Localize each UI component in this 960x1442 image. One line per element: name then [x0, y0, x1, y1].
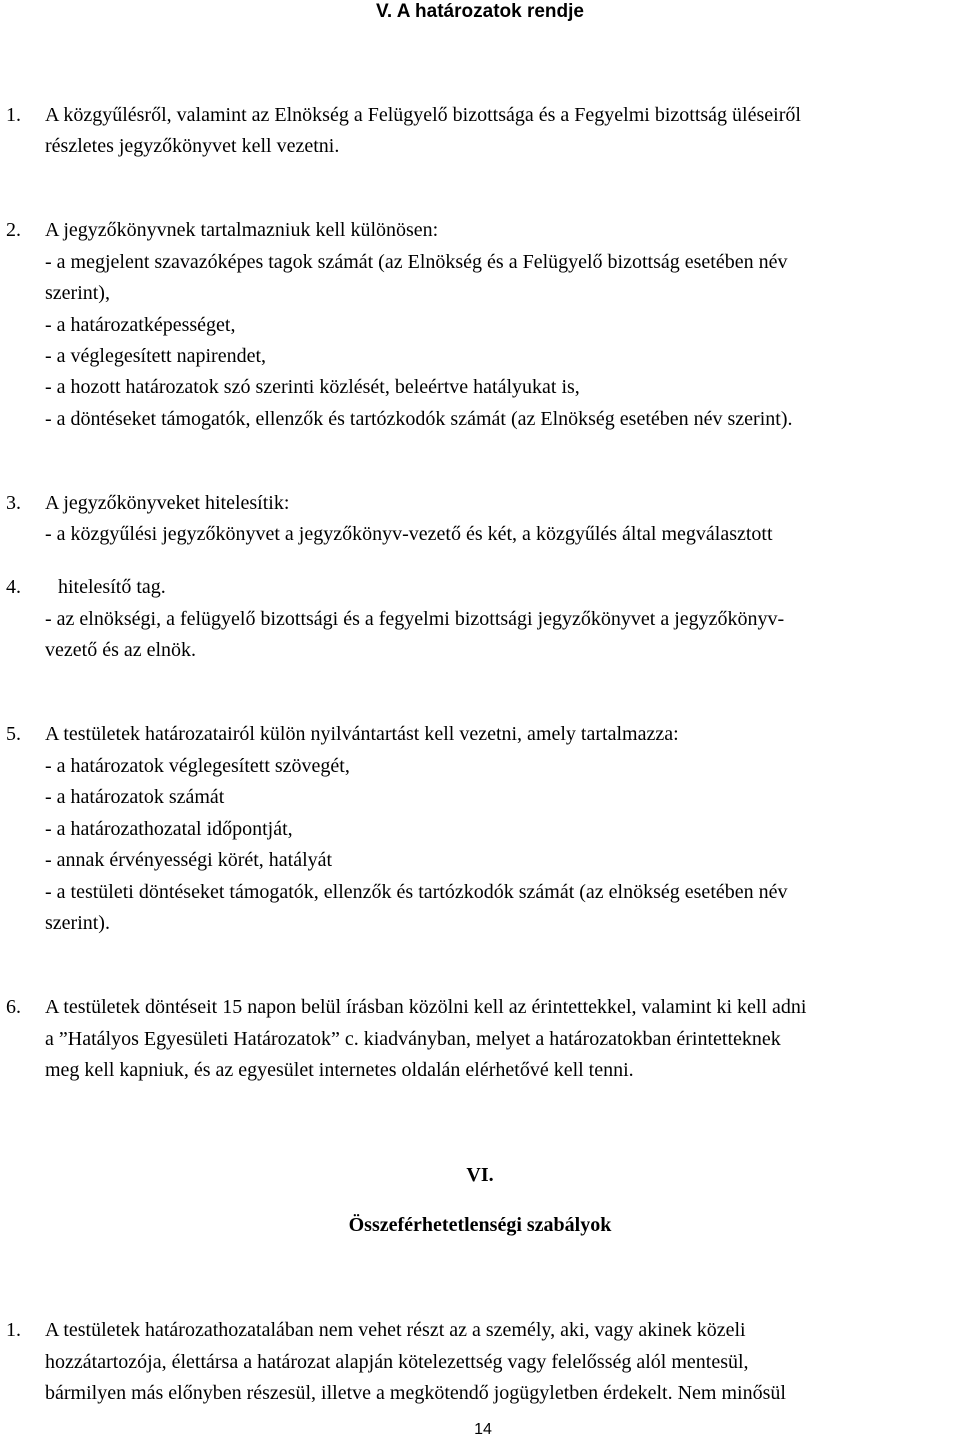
list-line: - a megjelent szavazóképes tagok számát (az Elnökség és a Felügyelő bizottság esetében név [45, 251, 788, 273]
paragraph-line: A jegyzőkönyvnek tartalmazniuk kell különösen: [45, 219, 439, 241]
list-line: - a hozott határozatok szó szerinti közlését, beleértve hatályukat is, [45, 376, 580, 398]
list-line: szerint), [45, 282, 110, 304]
item-number: 2. [6, 219, 21, 241]
item-number: 6. [6, 996, 21, 1018]
paragraph-line: A testületek határozathozatalában nem vehet részt az a személy, aki, vagy akinek közeli [45, 1319, 746, 1341]
list-line: szerint). [45, 912, 110, 934]
paragraph-line: meg kell kapniuk, és az egyesület internetes oldalán elérhetővé kell tenni. [45, 1059, 634, 1081]
list-line: - a testületi döntéseket támogatók, ellenzők és tartózkodók számát (az elnökség esetében név [45, 881, 788, 903]
item-number: 4. [6, 576, 21, 598]
list-line: - a véglegesített napirendet, [45, 345, 267, 367]
list-line: vezető és az elnök. [45, 639, 197, 661]
list-line: - a határozatok véglegesített szövegét, [45, 755, 350, 777]
list-line: - a határozathozatal időpontját, [45, 818, 293, 840]
item-number: 3. [6, 492, 21, 514]
list-line: - annak érvényességi körét, hatályát [45, 849, 333, 871]
list-line: - a közgyűlési jegyzőkönyvet a jegyzőkönyv-vezető és két, a közgyűlés által megválasztott [45, 523, 773, 545]
item-number: 1. [6, 104, 21, 126]
paragraph-line: a ”Hatályos Egyesületi Határozatok” c. kiadványban, melyet a határozatokban érintetteknek [45, 1028, 781, 1050]
list-line: - a határozatok számát [45, 786, 225, 808]
paragraph-line: hozzátartozója, élettársa a határozat alapján kötelezettség vagy felelősség alól mentesül, [45, 1351, 749, 1373]
item-number: 1. [6, 1319, 21, 1341]
section-title: V. A határozatok rendje [375, 1, 584, 22]
paragraph-line: részletes jegyzőkönyvet kell vezetni. [45, 135, 340, 157]
item-number: 5. [6, 723, 21, 745]
list-line: - a döntéseket támogatók, ellenzők és tartózkodók számát (az Elnökség esetében név szerint). [45, 408, 793, 430]
paragraph-line: hitelesítő tag. [58, 576, 166, 598]
paragraph-line: bármilyen más előnyben részesül, illetve a megkötendő jogügyletben érdekelt. Nem minősül [45, 1382, 786, 1404]
list-line: - az elnökségi, a felügyelő bizottsági és a fegyelmi bizottsági jegyzőkönyvet a jegyzőkönyv- [45, 608, 785, 630]
paragraph-line: A jegyzőkönyveket hitelesítik: [45, 492, 290, 514]
section-number: VI. [466, 1164, 494, 1186]
paragraph-line: A testületek döntéseit 15 napon belül írásban közölni kell az érintettekkel, valamint ki kell adni [45, 996, 807, 1018]
section-title: Összeférhetetlenségi szabályok [348, 1214, 612, 1236]
list-line: - a határozatképességet, [45, 314, 236, 336]
page-number: 14 [474, 1421, 492, 1438]
paragraph-line: A közgyűlésről, valamint az Elnökség a Felügyelő bizottsága és a Fegyelmi bizottság üléseiről [45, 104, 801, 126]
paragraph-line: A testületek határozatairól külön nyilvántartást kell vezetni, amely tartalmazza: [45, 723, 679, 745]
